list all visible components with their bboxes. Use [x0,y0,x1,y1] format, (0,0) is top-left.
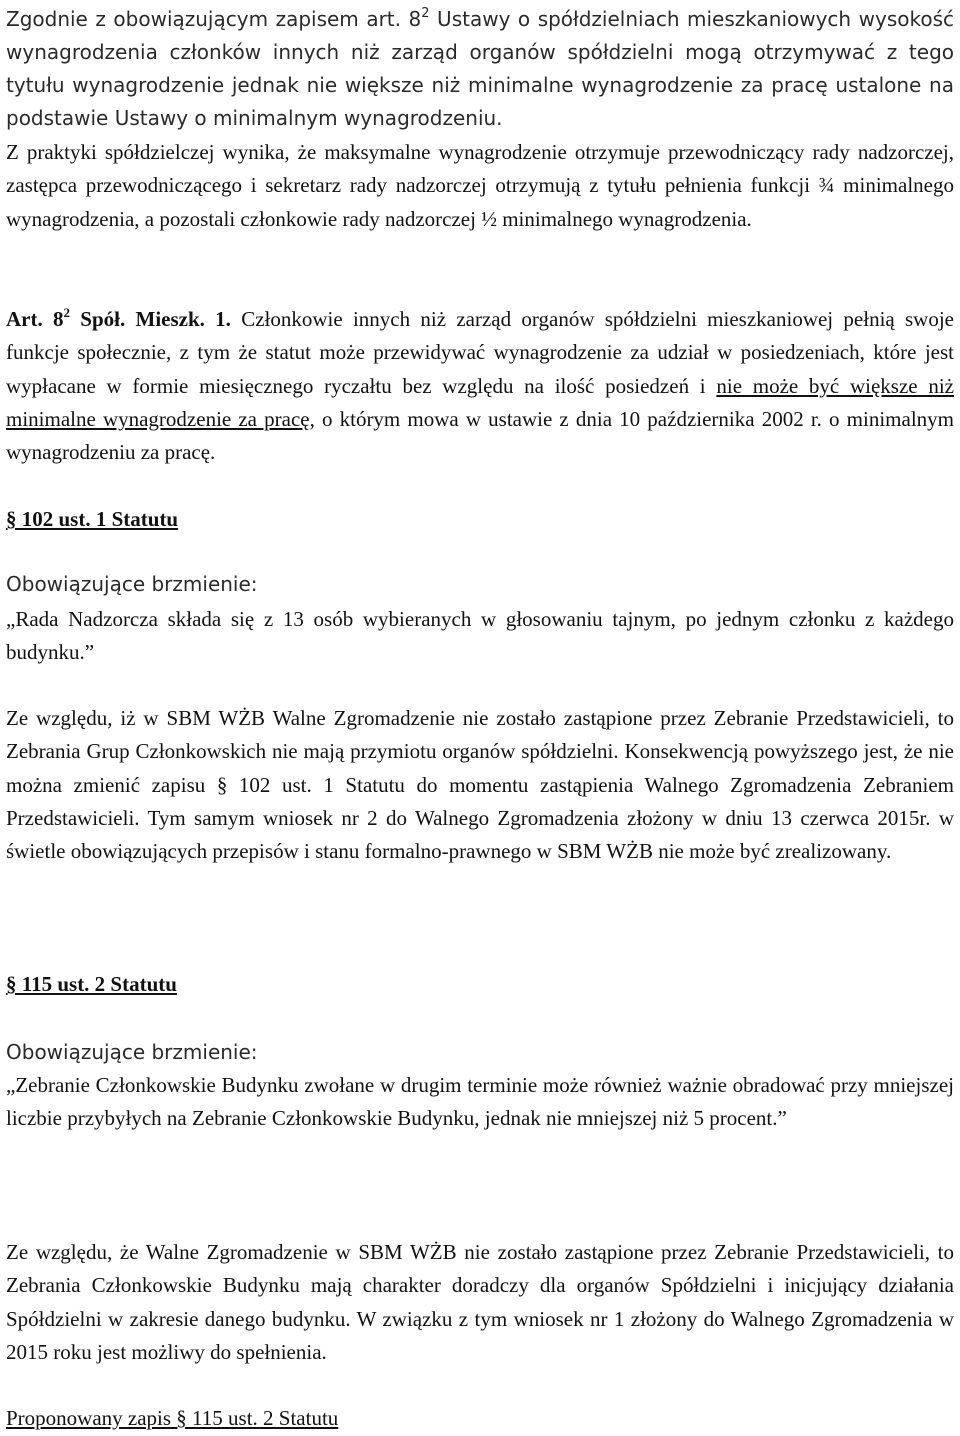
section-102-label: Obowiązujące brzmienie: [6,572,258,596]
intro-text-rest: Ustawy o spółdzielniach mieszkaniowych wysokość wynagrodzenia członków innych niż zarząd organów spółdzielni mogą otrzymywać z tego tytułu wynagrodzenie jednak nie większe niż minimalne wynagrodzenie za pracę ustalone na podstawie Ustawy o minimalnym wynagrodzeniu. [6,7,955,130]
article-paragraph [6,303,954,469]
intro-superscript: 2 [421,6,430,22]
article-reference: Art. $8^2$ Spół. Mieszk. 1. [6,305,231,331]
section-102-heading: § 102 ust. 1 Statutu [6,507,179,531]
article-text: Członkowie innych niż zarząd organów spółdzielni mieszkaniowej pełnią swoje funkcje społecznie, z tym że statut może przewidywać wynagrodzenie za udział w posiedzeniach, które jest wypłacane w formie miesięcznego ryczałtu bez względu na ilość posiedzeń i [6,307,954,398]
intro-text-lead: Zgodnie z obowiązującym zapisem art. 8 [6,7,422,31]
intro-paragraph [6,3,954,135]
section-102-quote: „Rada Nadzorcza składa się z 13 osób wybieranych w głosowaniu tajnym, po jednym członku z każdego budynku.” [6,607,954,665]
section-115-quote: „Zebranie Członkowskie Budynku zwołane w drugim terminie może również ważnie obradować przy mniejszej liczbie przybyłych na Zebranie Członkowskie Budynku, jednak nie mniejszej niż 5 procent.” [6,1073,954,1131]
proposed-heading: Proponowany zapis § 115 ust. 2 Statutu [6,1406,339,1430]
article-text-end: , o którym mowa w ustawie z dnia 10 października 2002 r. o minimalnym wynagrodzeniu za pracę. [6,406,955,465]
article-underlined-text: nie może być większe niż minimalne wynagrodzenie za pracę [6,373,954,431]
section-115-label: Obowiązujące brzmienie: [6,1040,258,1064]
section-102-comment: Ze względu, iż w SBM WŻB Walne Zgromadzenie nie zostało zastąpione przez Zebranie Przedstawicieli, to Zebrania Grup Członkowskich nie mają przymiotu organów spółdzielni. Konsekwencją powyższego jest, że nie można zmienić zapisu § 102 ust. 1 Statutu do momentu zastąpienia Walnego Zgromadzenia Zebraniem Przedstawicieli. Tym samym wniosek nr 2 do Walnego Zgromadzenia złożony w dniu 13 czerwca 2015r. w świetle obowiązujących przepisów i stanu formalno-prawnego w SBM WŻB nie może być zrealizowany. [6,706,954,864]
section-115-heading: § 115 ust. 2 Statutu [6,972,177,996]
section-115-comment: Ze względu, że Walne Zgromadzenie w SBM WŻB nie zostało zastąpione przez Zebranie Przedstawicieli, to Zebrania Członkowskie Budynku mają charakter doradczy dla organów Spółdzielni i inicjujący działania Spółdzielni w zakresie danego budynku. W związku z tym wniosek nr 1 złożony do Walnego Zgromadzenia w 2015 roku jest możliwy do spełnienia. [6,1240,954,1364]
practice-paragraph: Z praktyki spółdzielczej wynika, że maksymalne wynagrodzenie otrzymuje przewodniczący rady nadzorczej, zastępca przewodniczącego i sekretarz rady nadzorczej otrzymują z tytułu pełnienia funkcji ¾ minimalnego wynagrodzenia, a pozostali członkowie rady nadzorczej ½ minimalnego wynagrodzenia. [6,140,954,231]
